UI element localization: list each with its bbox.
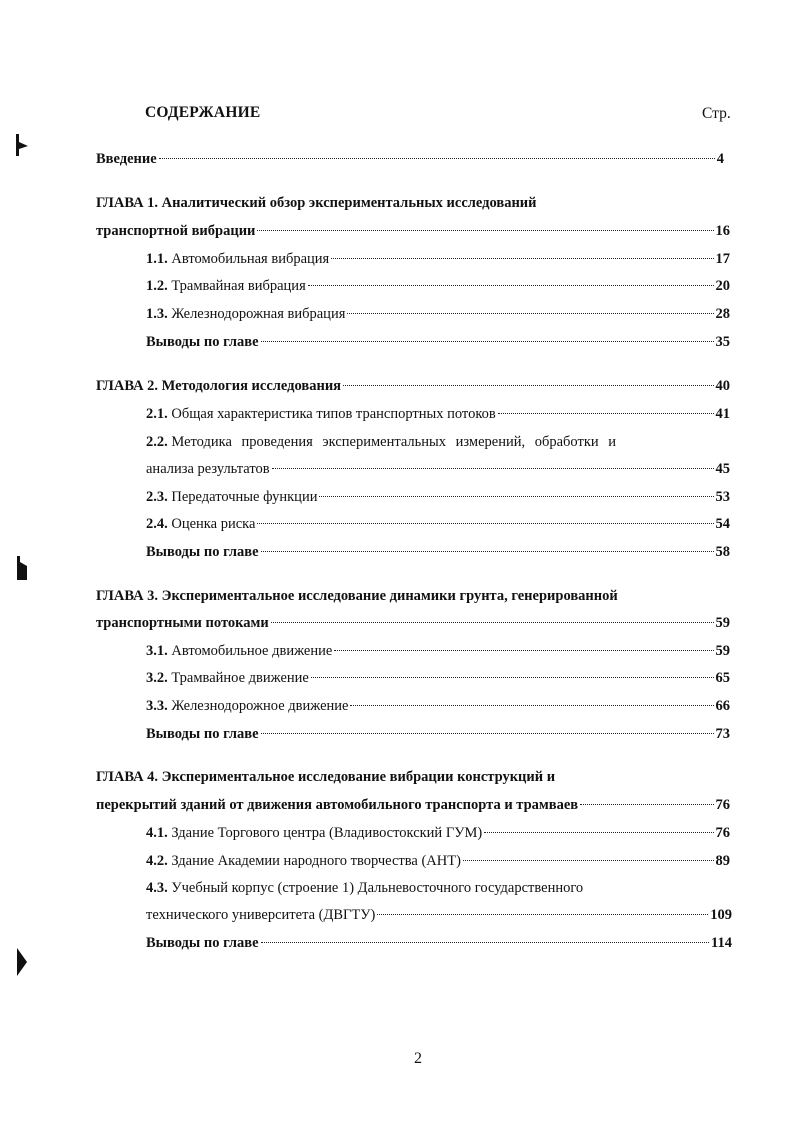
dot-leader	[261, 942, 709, 943]
dot-leader	[308, 285, 714, 286]
section-number: 1.2.	[146, 278, 168, 294]
toc-entry-1-2	[146, 277, 730, 295]
section-number: 3.2.	[146, 670, 168, 686]
dot-leader	[257, 523, 713, 524]
entry-page: 53	[715, 489, 730, 505]
conclusions-label: Выводы по главе	[146, 935, 259, 951]
toc-entry-ch2-conclusions	[146, 543, 730, 561]
entry-page: 45	[715, 461, 730, 477]
section-number: 4.1.	[146, 825, 168, 841]
section-number: 4.3.	[146, 880, 168, 896]
dot-leader	[377, 914, 708, 915]
page-number: 2	[414, 1050, 422, 1067]
toc-entry-2-2	[146, 460, 730, 478]
dot-leader	[343, 385, 713, 386]
toc-entry-2-3	[146, 488, 730, 506]
section-number: 4.2.	[146, 853, 168, 869]
toc-entry-3-1	[146, 642, 730, 660]
toc-entry-3-2	[146, 669, 730, 687]
entry-page: 114	[711, 935, 732, 951]
section-title: Автомобильное движение	[171, 643, 333, 659]
entry-page: 41	[715, 406, 730, 422]
toc-entry-ch1-conclusions	[146, 333, 730, 351]
chapter-4-heading-line1: ГЛАВА 4. Экспериментальное исследование вибрации конструкций и	[96, 769, 556, 785]
chapter-3-heading-line2: транспортными потоками	[96, 615, 269, 631]
section-title: Оценка риска	[171, 516, 256, 532]
toc-entry-ch3-conclusions	[146, 725, 730, 743]
section-title: Здание Торгового центра (Владивостокский ГУМ)	[171, 825, 483, 841]
chapter-3-heading-line1: ГЛАВА 3. Экспериментальное исследование динамики грунта, генерированной	[96, 588, 618, 604]
chapter-1-heading-line1: ГЛАВА 1. Аналитический обзор экспериментальных исследований	[96, 195, 537, 211]
toc-entry-chapter-1	[96, 222, 730, 240]
dot-leader	[261, 733, 714, 734]
toc-entry-chapter-3	[96, 614, 730, 632]
entry-page: 59	[715, 643, 730, 659]
dot-leader	[311, 677, 714, 678]
entry-page: 109	[710, 907, 732, 923]
entry-page: 20	[715, 278, 730, 294]
toc-entry-4-3	[146, 906, 732, 924]
chapter-2-heading: ГЛАВА 2. Методология исследования	[96, 378, 342, 394]
entry-page: 35	[715, 334, 730, 350]
entry-page: 58	[715, 544, 730, 560]
entry-page: 89	[715, 853, 730, 869]
section-title: Передаточные функции	[171, 489, 318, 505]
entry-page: 28	[715, 306, 730, 322]
dot-leader	[257, 230, 713, 231]
section-title: Методика проведения экспериментальных измерений, обработки и	[171, 434, 617, 450]
dot-leader	[261, 341, 714, 342]
section-title: Трамвайная вибрация	[171, 278, 306, 294]
toc-entry-1-1	[146, 250, 730, 268]
conclusions-label: Выводы по главе	[146, 726, 259, 742]
entry-page: 73	[715, 726, 730, 742]
section-title: Железнодорожная вибрация	[171, 306, 346, 322]
entry-page: 16	[715, 223, 730, 239]
dot-leader	[271, 622, 714, 623]
dot-leader	[484, 832, 713, 833]
binding-mark-icon	[14, 556, 30, 580]
entry-page: 4	[716, 151, 724, 167]
toc-entry-2-1	[146, 405, 730, 423]
section-title-continued: анализа результатов	[146, 461, 270, 477]
section-number: 2.2.	[146, 434, 168, 450]
toc-entry-1-3	[146, 305, 730, 323]
conclusions-label: Выводы по главе	[146, 334, 259, 350]
toc-entry-4-1	[146, 824, 730, 842]
entry-page: 17	[715, 251, 730, 267]
chapter-1-heading-line2: транспортной вибрации	[96, 223, 256, 239]
section-number: 2.3.	[146, 489, 168, 505]
dot-leader	[319, 496, 713, 497]
section-number: 2.1.	[146, 406, 168, 422]
entry-page: 66	[715, 698, 730, 714]
chapter-4-heading-line2: перекрытий зданий от движения автомобильного транспорта и трамваев	[96, 797, 579, 813]
section-title-continued: технического университета (ДВГТУ)	[146, 907, 376, 923]
section-title: Общая характеристика типов транспортных потоков	[171, 406, 496, 422]
page-column-label: Стр.	[702, 105, 731, 122]
toc-title: СОДЕРЖАНИЕ	[145, 104, 261, 121]
toc-entry-ch4-conclusions	[146, 934, 732, 952]
section-number: 1.1.	[146, 251, 168, 267]
dot-leader	[498, 413, 714, 414]
section-number: 2.4.	[146, 516, 168, 532]
dot-leader	[272, 468, 714, 469]
dot-leader	[347, 313, 713, 314]
entry-page: 76	[715, 797, 730, 813]
toc-entry-2-2-line1	[146, 433, 696, 451]
section-title: Трамвайное движение	[171, 670, 309, 686]
section-title: Учебный корпус (строение 1) Дальневосточного государственного	[171, 880, 584, 896]
section-title: Железнодорожное движение	[171, 698, 349, 714]
section-number: 1.3.	[146, 306, 168, 322]
section-title: Здание Академии народного творчества (АНТ)	[171, 853, 461, 869]
binding-mark-icon	[14, 134, 30, 156]
dot-leader	[331, 258, 713, 259]
dot-leader	[463, 860, 714, 861]
entry-page: 76	[715, 825, 730, 841]
dot-leader	[350, 705, 713, 706]
section-number: 3.3.	[146, 698, 168, 714]
entry-page: 65	[715, 670, 730, 686]
dot-leader	[334, 650, 713, 651]
section-title: Автомобильная вибрация	[171, 251, 330, 267]
dot-leader	[261, 551, 714, 552]
entry-label: Введение	[96, 151, 157, 167]
section-number: 3.1.	[146, 643, 168, 659]
entry-page: 59	[715, 615, 730, 631]
toc-entry-4-3-line1	[146, 879, 583, 897]
entry-page: 40	[715, 378, 730, 394]
dot-leader	[580, 804, 713, 805]
toc-entry-4-2	[146, 852, 730, 870]
entry-page: 54	[715, 516, 730, 532]
toc-entry-3-3	[146, 697, 730, 715]
binding-mark-icon	[14, 948, 30, 976]
toc-entry-introduction	[96, 150, 724, 168]
toc-entry-chapter-4	[96, 796, 730, 814]
toc-entry-chapter-2	[96, 377, 730, 395]
conclusions-label: Выводы по главе	[146, 544, 259, 560]
toc-entry-2-4	[146, 515, 730, 533]
dot-leader	[159, 158, 715, 159]
